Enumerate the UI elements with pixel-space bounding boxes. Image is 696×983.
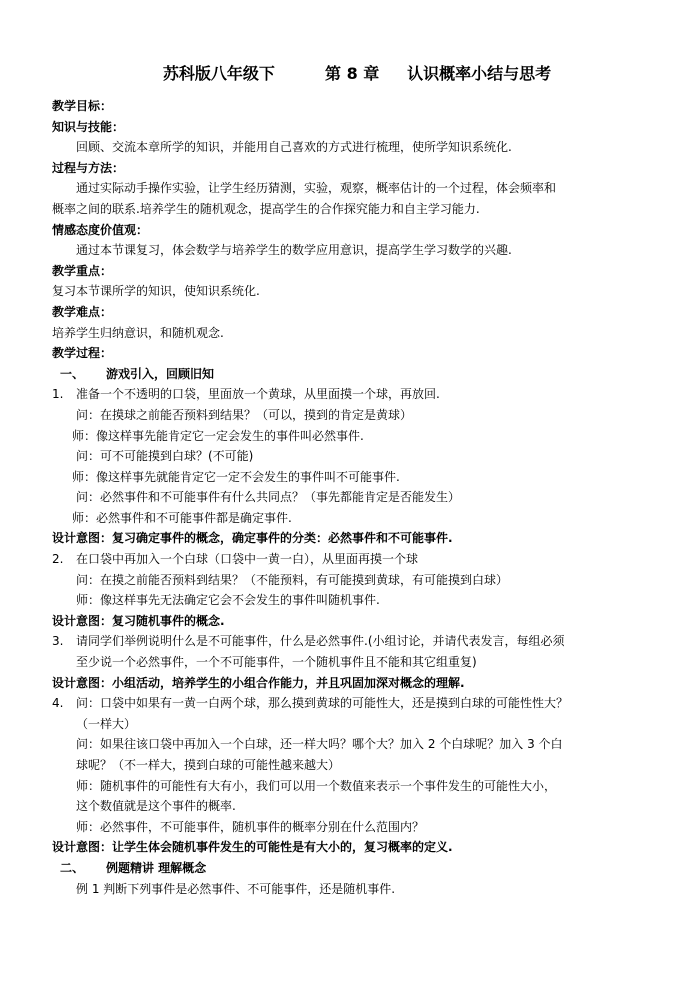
item-1-question-1: 问：在摸球之前能否预料到结果？（可以，摸到的肯定是黄球） — [76, 407, 413, 422]
item-4-teacher-1-cont: 这个数值就是这个事件的概率. — [76, 799, 236, 814]
difficulty-text: 培养学生归纳意识，和随机观念. — [52, 325, 224, 340]
attitude-heading: 情感态度价值观： — [52, 222, 149, 237]
objectives-heading: 教学目标： — [52, 99, 113, 113]
item-4-text: 问：口袋中如果有一黄一白两个球，那么摸到黄球的可能性大，还是摸到白球的可能性性大？ — [76, 696, 569, 711]
item-2 — [52, 549, 662, 570]
procedure-heading: 教学过程： — [52, 346, 113, 361]
item-4-answer-1: （一样大） — [76, 716, 137, 731]
section-2-title: 例题精讲 理解概念 — [106, 860, 207, 875]
item-1-number: 1. — [52, 387, 64, 402]
design-intent-4: 设计意图：让学生体会随机事件发生的可能性是有大小的，复习概率的定义. — [52, 840, 453, 855]
item-2-teacher-1: 师：像这样事先无法确定它会不会发生的事件叫随机事件. — [76, 593, 380, 608]
process-heading: 过程与方法： — [52, 160, 125, 175]
process-text: 通过实际动手操作实验，让学生经历猜测，实验，观察，概率估计的一个过程，体会频率和 — [76, 181, 557, 196]
item-4 — [52, 693, 662, 714]
item-1-teacher-2: 师：像这样事先就能肯定它一定不会发生的事件叫不可能事件. — [72, 469, 400, 484]
section-2-heading — [52, 858, 662, 879]
process-text-cont: 概率之间的联系.培养学生的随机观念，提高学生的合作探究能力和自主学习能力. — [52, 201, 480, 216]
item-3-number: 3. — [52, 634, 64, 649]
design-intent-2: 设计意图：复习随机事件的概念. — [52, 613, 225, 628]
item-1-teacher-1: 师：像这样事先能肯定它一定会发生的事件叫必然事件. — [72, 428, 364, 443]
attitude-text: 通过本节课复习，体会数学与培养学生的数学应用意识，提高学生学习数学的兴趣. — [76, 243, 512, 258]
item-2-text: 在口袋中再加入一个白球（口袋中一黄一白），从里面再摸一个球 — [76, 552, 419, 567]
item-2-number: 2. — [52, 552, 64, 567]
item-3-text-cont: 至少说一个必然事件，一个不可能事件，一个随机事件且不能和其它组重复) — [76, 655, 477, 670]
item-4-question-2-cont: 球呢？（不一样大，摸到白球的可能性越来越大） — [76, 758, 341, 772]
knowledge-text: 回顾、交流本章所学的知识，并能用自己喜欢的方式进行梳理，使所学知识系统化. — [76, 140, 512, 155]
item-2-question-1: 问：在摸之前能否预料到结果？（不能预料，有可能摸到黄球，有可能摸到白球） — [76, 572, 509, 587]
item-1-text: 准备一个不透明的口袋，里面放一个黄球，从里面摸一个球，再放回. — [76, 387, 440, 402]
item-3 — [52, 631, 662, 652]
section-1-title: 游戏引入，回顾旧知 — [106, 366, 215, 381]
document-page — [52, 60, 662, 899]
document-title: 苏科版八年级下 第 8 章 认识概率小结与思考 — [162, 64, 552, 83]
knowledge-heading: 知识与技能： — [52, 119, 125, 134]
design-intent-3: 设计意图：小组活动，培养学生的小组合作能力，并且巩固加深对概念的理解. — [52, 675, 465, 690]
section-1-number: 一、 — [60, 366, 85, 381]
section-1-heading — [52, 364, 662, 385]
design-intent-1: 设计意图：复习确定事件的概念，确定事件的分类：必然事件和不可能事件. — [52, 531, 453, 546]
section-2-number: 二、 — [60, 860, 85, 875]
item-4-teacher-2: 师：必然事件，不可能事件，随机事件的概率分别在什么范围内？ — [76, 819, 425, 834]
keypoint-text: 复习本节课所学的知识，使知识系统化. — [52, 284, 260, 299]
item-3-text: 请同学们举例说明什么是不可能事件，什么是必然事件.(小组讨论，并请代表发言，每组必须 — [76, 634, 565, 649]
item-1 — [52, 384, 662, 405]
item-4-number: 4. — [52, 696, 64, 711]
keypoint-heading: 教学重点： — [52, 263, 113, 278]
item-4-question-2: 问：如果往该口袋中再加入一个白球，还一样大吗？哪个大？加入 2 个白球呢？加入 3 个白 — [76, 737, 563, 752]
difficulty-heading: 教学难点： — [52, 304, 113, 319]
item-4-teacher-1: 师：随机事件的可能性有大有小，我们可以用一个数值来表示一个事件发生的可能性大小， — [76, 778, 557, 793]
example-1: 例 1 判断下列事件是必然事件、不可能事件，还是随机事件. — [76, 881, 396, 896]
item-1-question-3: 问：必然事件和不可能事件有什么共同点？（事先都能肯定是否能发生） — [76, 490, 461, 505]
item-1-teacher-3: 师：必然事件和不可能事件都是确定事件. — [72, 510, 292, 525]
item-1-question-2: 问：可不可能摸到白球？(不可能) — [76, 449, 254, 464]
